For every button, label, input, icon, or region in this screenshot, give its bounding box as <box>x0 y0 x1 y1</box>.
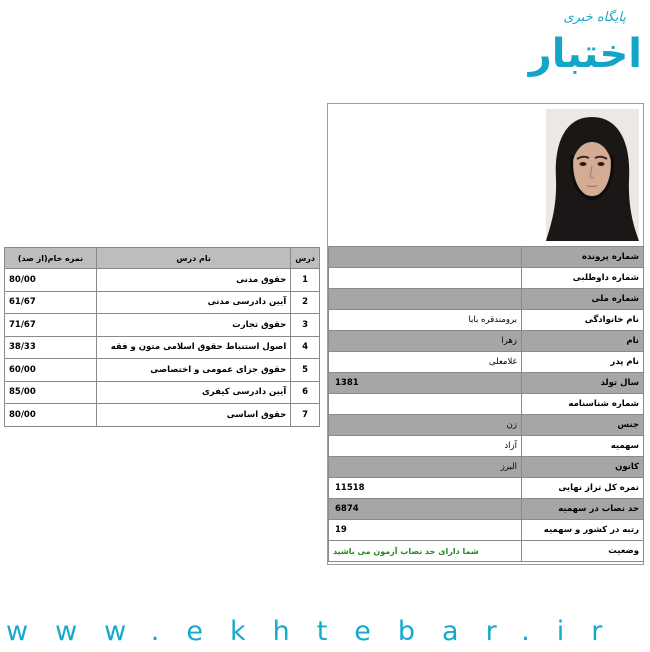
grade-row <box>5 359 320 382</box>
info-row <box>329 247 644 268</box>
header-course-name: نام درس <box>97 248 291 269</box>
info-label: شماره ملی <box>522 289 644 310</box>
grade-score: 60/00 <box>5 359 97 382</box>
info-label: نام خانوادگی <box>522 310 644 331</box>
info-label: نمره کل تراز نهایی <box>522 478 644 499</box>
logo-wordmark: اختبار <box>528 31 642 77</box>
grade-row <box>5 314 320 337</box>
info-value: 19 <box>329 520 522 541</box>
info-row <box>329 310 644 331</box>
header-index: درس <box>291 248 320 269</box>
grade-score: 71/67 <box>5 314 97 337</box>
grade-row <box>5 291 320 314</box>
grade-index: 5 <box>291 359 320 382</box>
info-label: وضعیت <box>522 541 644 562</box>
info-value <box>329 289 522 310</box>
info-label: شماره پرونده <box>522 247 644 268</box>
info-row <box>329 415 644 436</box>
grade-score: 61/67 <box>5 291 97 314</box>
info-value: آزاد <box>329 436 522 457</box>
site-logo <box>522 6 644 82</box>
grade-index: 7 <box>291 404 320 427</box>
info-row <box>329 352 644 373</box>
info-row <box>329 394 644 415</box>
info-value: شما دارای حد نصاب آزمون می باشید <box>329 541 522 562</box>
info-value: برومندقره بابا <box>329 310 522 331</box>
info-row <box>329 268 644 289</box>
grade-index: 6 <box>291 381 320 404</box>
info-value <box>329 394 522 415</box>
info-label: نام پدر <box>522 352 644 373</box>
info-value: زهرا <box>329 331 522 352</box>
info-value <box>329 247 522 268</box>
info-label: حد نصاب در سهمیه <box>522 499 644 520</box>
header-score: نمره خام(از صد) <box>5 248 97 269</box>
info-label: کانون <box>522 457 644 478</box>
grade-index: 1 <box>291 269 320 292</box>
grade-score: 38/33 <box>5 336 97 359</box>
info-row <box>329 520 644 541</box>
info-value: زن <box>329 415 522 436</box>
info-value <box>329 268 522 289</box>
grade-index: 3 <box>291 314 320 337</box>
info-label: شماره داوطلبی <box>522 268 644 289</box>
info-row <box>329 457 644 478</box>
grade-score: 80/00 <box>5 404 97 427</box>
info-row <box>329 478 644 499</box>
grade-row <box>5 269 320 292</box>
info-value: غلامعلی <box>329 352 522 373</box>
candidate-record-card <box>327 103 644 565</box>
info-row <box>329 373 644 394</box>
logo-tagline: پایگاه خبری <box>563 10 626 25</box>
info-row <box>329 436 644 457</box>
info-value: 1381 <box>329 373 522 394</box>
candidate-info-table <box>328 246 644 562</box>
grades-header-row <box>5 248 320 269</box>
grade-index: 4 <box>291 336 320 359</box>
info-value: 6874 <box>329 499 522 520</box>
grade-row <box>5 404 320 427</box>
info-value: البرز <box>329 457 522 478</box>
portrait-image <box>546 109 639 241</box>
info-label: سهمیه <box>522 436 644 457</box>
grade-course-name: حقوق اساسی <box>97 404 291 427</box>
grade-course-name: اصول استنباط حقوق اسلامی متون و فقه <box>97 336 291 359</box>
grade-course-name: حقوق جزای عمومی و اختصاصی <box>97 359 291 382</box>
info-row <box>329 541 644 562</box>
info-row <box>329 331 644 352</box>
info-value: 11518 <box>329 478 522 499</box>
grades-table <box>4 247 320 427</box>
grade-course-name: حقوق مدنی <box>97 269 291 292</box>
grade-score: 85/00 <box>5 381 97 404</box>
info-label: شماره شناسنامه <box>522 394 644 415</box>
grade-course-name: آیین دادرسی مدنی <box>97 291 291 314</box>
info-label: جنس <box>522 415 644 436</box>
info-label: سال تولد <box>522 373 644 394</box>
grade-score: 80/00 <box>5 269 97 292</box>
grade-index: 2 <box>291 291 320 314</box>
info-row <box>329 499 644 520</box>
candidate-photo <box>546 109 639 241</box>
grade-row <box>5 336 320 359</box>
site-url: www.ekhtebar.ir <box>6 616 630 647</box>
grade-course-name: حقوق تجارت <box>97 314 291 337</box>
info-label: نام <box>522 331 644 352</box>
grade-row <box>5 381 320 404</box>
info-row <box>329 289 644 310</box>
info-label: رتبه در کشور و سهمیه <box>522 520 644 541</box>
grade-course-name: آیین دادرسی کیفری <box>97 381 291 404</box>
